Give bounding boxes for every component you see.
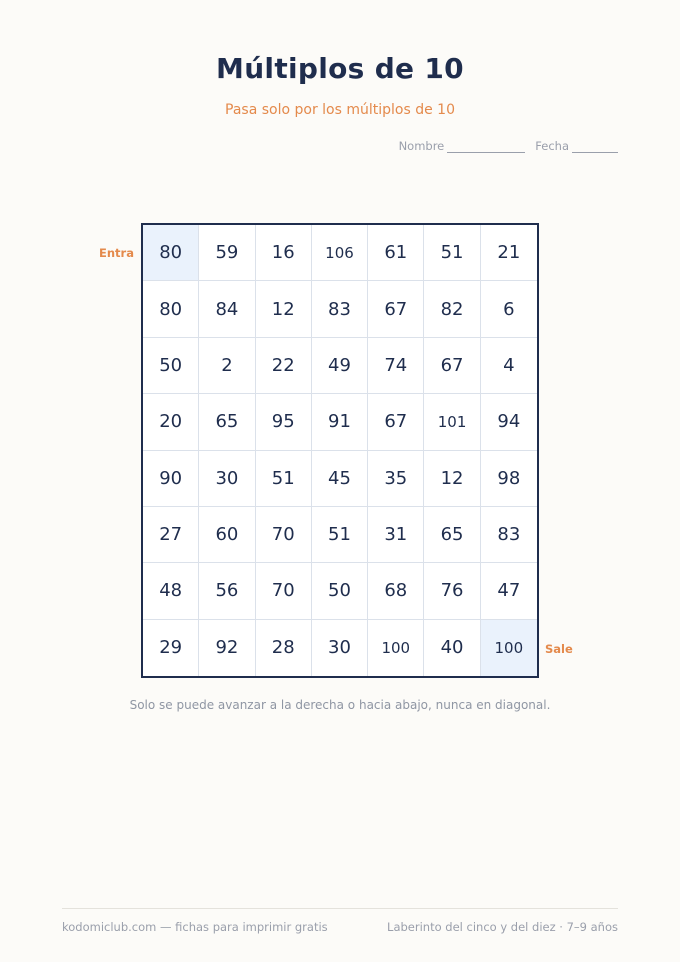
maze-cell[interactable]: 65 xyxy=(199,394,255,450)
maze-cell[interactable]: 45 xyxy=(312,451,368,507)
name-blank-line xyxy=(447,141,525,153)
maze-cell[interactable]: 56 xyxy=(199,563,255,619)
maze-cell[interactable]: 92 xyxy=(199,620,255,676)
maze-cell[interactable]: 20 xyxy=(143,394,199,450)
maze-cell[interactable]: 48 xyxy=(143,563,199,619)
maze-cell[interactable]: 22 xyxy=(256,338,312,394)
maze-end-label: Sale xyxy=(545,642,573,656)
maze-cell[interactable]: 100 xyxy=(368,620,424,676)
maze-cell[interactable]: 101 xyxy=(424,394,480,450)
page-subtitle: Pasa solo por los múltiplos de 10 xyxy=(225,102,455,118)
date-blank-line xyxy=(572,141,618,153)
number-maze-grid xyxy=(141,223,539,678)
date-label: Fecha xyxy=(535,139,569,153)
maze-cell[interactable]: 47 xyxy=(481,563,537,619)
maze-cell[interactable]: 30 xyxy=(199,451,255,507)
maze-cell[interactable]: 50 xyxy=(312,563,368,619)
maze-cell[interactable]: 40 xyxy=(424,620,480,676)
maze-cell[interactable]: 60 xyxy=(199,507,255,563)
maze-cell[interactable]: 4 xyxy=(481,338,537,394)
maze-cell[interactable]: 74 xyxy=(368,338,424,394)
maze-start-label: Entra xyxy=(99,246,134,260)
maze-cell[interactable]: 91 xyxy=(312,394,368,450)
maze-cell[interactable]: 67 xyxy=(368,281,424,337)
footer-site: kodomiclub.com — fichas para imprimir gratis xyxy=(62,920,328,934)
maze-cell[interactable]: 106 xyxy=(312,225,368,281)
date-field xyxy=(535,139,618,153)
maze-cell[interactable]: 51 xyxy=(424,225,480,281)
footer-worksheet-info: Laberinto del cinco y del diez · 7–9 años xyxy=(387,920,618,934)
maze-cell[interactable]: 70 xyxy=(256,563,312,619)
maze-cell[interactable]: 80 xyxy=(143,225,199,281)
maze-cell[interactable]: 67 xyxy=(424,338,480,394)
maze-cell[interactable]: 84 xyxy=(199,281,255,337)
name-date-fields xyxy=(399,139,618,153)
maze-cell[interactable]: 61 xyxy=(368,225,424,281)
maze-cell[interactable]: 80 xyxy=(143,281,199,337)
name-label: Nombre xyxy=(398,139,445,153)
maze-cell[interactable]: 49 xyxy=(312,338,368,394)
maze-cell[interactable]: 67 xyxy=(368,394,424,450)
maze-cell[interactable]: 95 xyxy=(256,394,312,450)
maze-cell[interactable]: 98 xyxy=(481,451,537,507)
maze-cell[interactable]: 100 xyxy=(481,620,537,676)
maze-cell[interactable]: 27 xyxy=(143,507,199,563)
maze-cell[interactable]: 59 xyxy=(199,225,255,281)
maze-cell[interactable]: 30 xyxy=(312,620,368,676)
maze-cell[interactable]: 82 xyxy=(424,281,480,337)
maze-cell[interactable]: 2 xyxy=(199,338,255,394)
footer-divider xyxy=(62,908,618,909)
maze-cell[interactable]: 31 xyxy=(368,507,424,563)
maze-cell[interactable]: 90 xyxy=(143,451,199,507)
maze-cell[interactable]: 65 xyxy=(424,507,480,563)
maze-cell[interactable]: 51 xyxy=(312,507,368,563)
maze-cell[interactable]: 12 xyxy=(256,281,312,337)
page-title: Múltiplos de 10 xyxy=(216,52,464,85)
maze-cell[interactable]: 12 xyxy=(424,451,480,507)
maze-cell[interactable]: 83 xyxy=(312,281,368,337)
maze-cell[interactable]: 35 xyxy=(368,451,424,507)
maze-cell[interactable]: 68 xyxy=(368,563,424,619)
maze-cell[interactable]: 50 xyxy=(143,338,199,394)
maze-cell[interactable]: 70 xyxy=(256,507,312,563)
maze-cell[interactable]: 29 xyxy=(143,620,199,676)
maze-cell[interactable]: 76 xyxy=(424,563,480,619)
maze-cell[interactable]: 28 xyxy=(256,620,312,676)
maze-instruction: Solo se puede avanzar a la derecha o hacia abajo, nunca en diagonal. xyxy=(129,698,551,712)
maze-cell[interactable]: 51 xyxy=(256,451,312,507)
maze-cell[interactable]: 6 xyxy=(481,281,537,337)
name-field xyxy=(399,139,526,153)
maze-cell[interactable]: 21 xyxy=(481,225,537,281)
maze-cell[interactable]: 83 xyxy=(481,507,537,563)
maze-cell[interactable]: 16 xyxy=(256,225,312,281)
maze-cell[interactable]: 94 xyxy=(481,394,537,450)
